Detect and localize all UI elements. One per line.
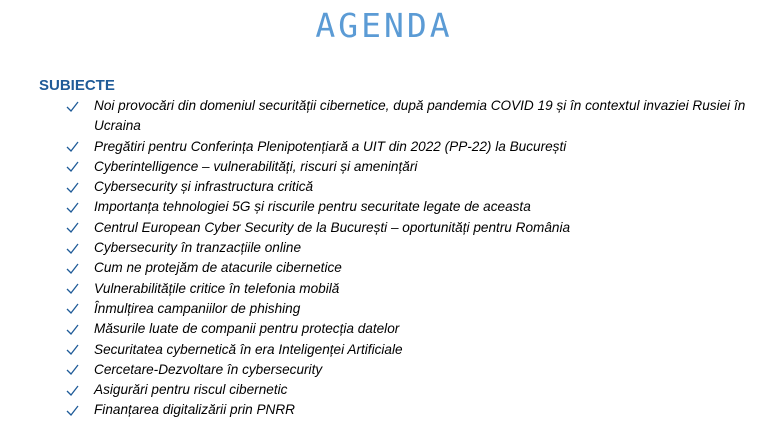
topic-text: Pregătiri pentru Conferința Plenipotențiară a UIT din 2022 (PP-22) la București xyxy=(94,138,567,154)
checkmark-icon xyxy=(66,258,82,278)
checkmark-icon xyxy=(66,340,82,360)
topic-text: Noi provocări din domeniul securității cibernetice, după pandemia COVID 19 și în contextul invaziei Rusiei în Ucraina xyxy=(94,98,746,134)
list-item xyxy=(0,197,768,217)
topic-text: Centrul European Cyber Security de la București – oportunități pentru România xyxy=(94,219,571,235)
topic-text: Asigurări pentru riscul cibernetic xyxy=(94,382,288,398)
list-item xyxy=(0,96,768,137)
topic-text: Cyberintelligence – vulnerabilități, riscuri și amenințări xyxy=(94,158,418,174)
checkmark-icon xyxy=(66,319,82,339)
topic-text: Măsurile luate de companii pentru protecția datelor xyxy=(94,321,400,337)
checkmark-icon xyxy=(66,299,82,319)
checkmark-icon xyxy=(66,137,82,157)
checkmark-icon xyxy=(66,360,82,380)
section-heading: SUBIECTE xyxy=(39,77,115,94)
topic-text: Importanța tehnologiei 5G și riscurile pentru securitate legate de aceasta xyxy=(94,199,531,215)
checkmark-icon xyxy=(66,380,82,400)
page-title: AGENDA xyxy=(315,6,453,45)
checkmark-icon xyxy=(66,177,82,197)
checkmark-icon xyxy=(66,238,82,258)
topic-text: Cybersecurity în tranzacțiile online xyxy=(94,240,302,256)
topic-text: Finanțarea digitalizării prin PNRR xyxy=(94,402,295,418)
list-item xyxy=(0,157,768,177)
topic-text: Securitatea cybernetică în era Inteligenței Artificiale xyxy=(94,341,403,357)
topic-text: Cum ne protejăm de atacurile cibernetice xyxy=(94,260,342,276)
list-item xyxy=(0,380,768,400)
checkmark-icon xyxy=(66,218,82,238)
list-item xyxy=(0,279,768,299)
checkmark-icon xyxy=(66,157,82,177)
list-item xyxy=(0,319,768,339)
list-item xyxy=(0,400,768,420)
topic-list xyxy=(0,96,768,421)
checkmark-icon xyxy=(66,279,82,299)
list-item xyxy=(0,137,768,157)
topic-text: Vulnerabilitățile critice în telefonia mobilă xyxy=(94,280,340,296)
list-item xyxy=(0,238,768,258)
topic-text: Înmulțirea campaniilor de phishing xyxy=(94,300,301,316)
topic-text: Cybersecurity și infrastructura critică xyxy=(94,179,314,195)
topic-text: Cercetare-Dezvoltare în cybersecurity xyxy=(94,361,323,377)
list-item xyxy=(0,340,768,360)
list-item xyxy=(0,258,768,278)
list-item xyxy=(0,360,768,380)
list-item xyxy=(0,177,768,197)
list-item xyxy=(0,218,768,238)
checkmark-icon xyxy=(66,400,82,420)
checkmark-icon xyxy=(66,96,82,116)
checkmark-icon xyxy=(66,197,82,217)
list-item xyxy=(0,299,768,319)
